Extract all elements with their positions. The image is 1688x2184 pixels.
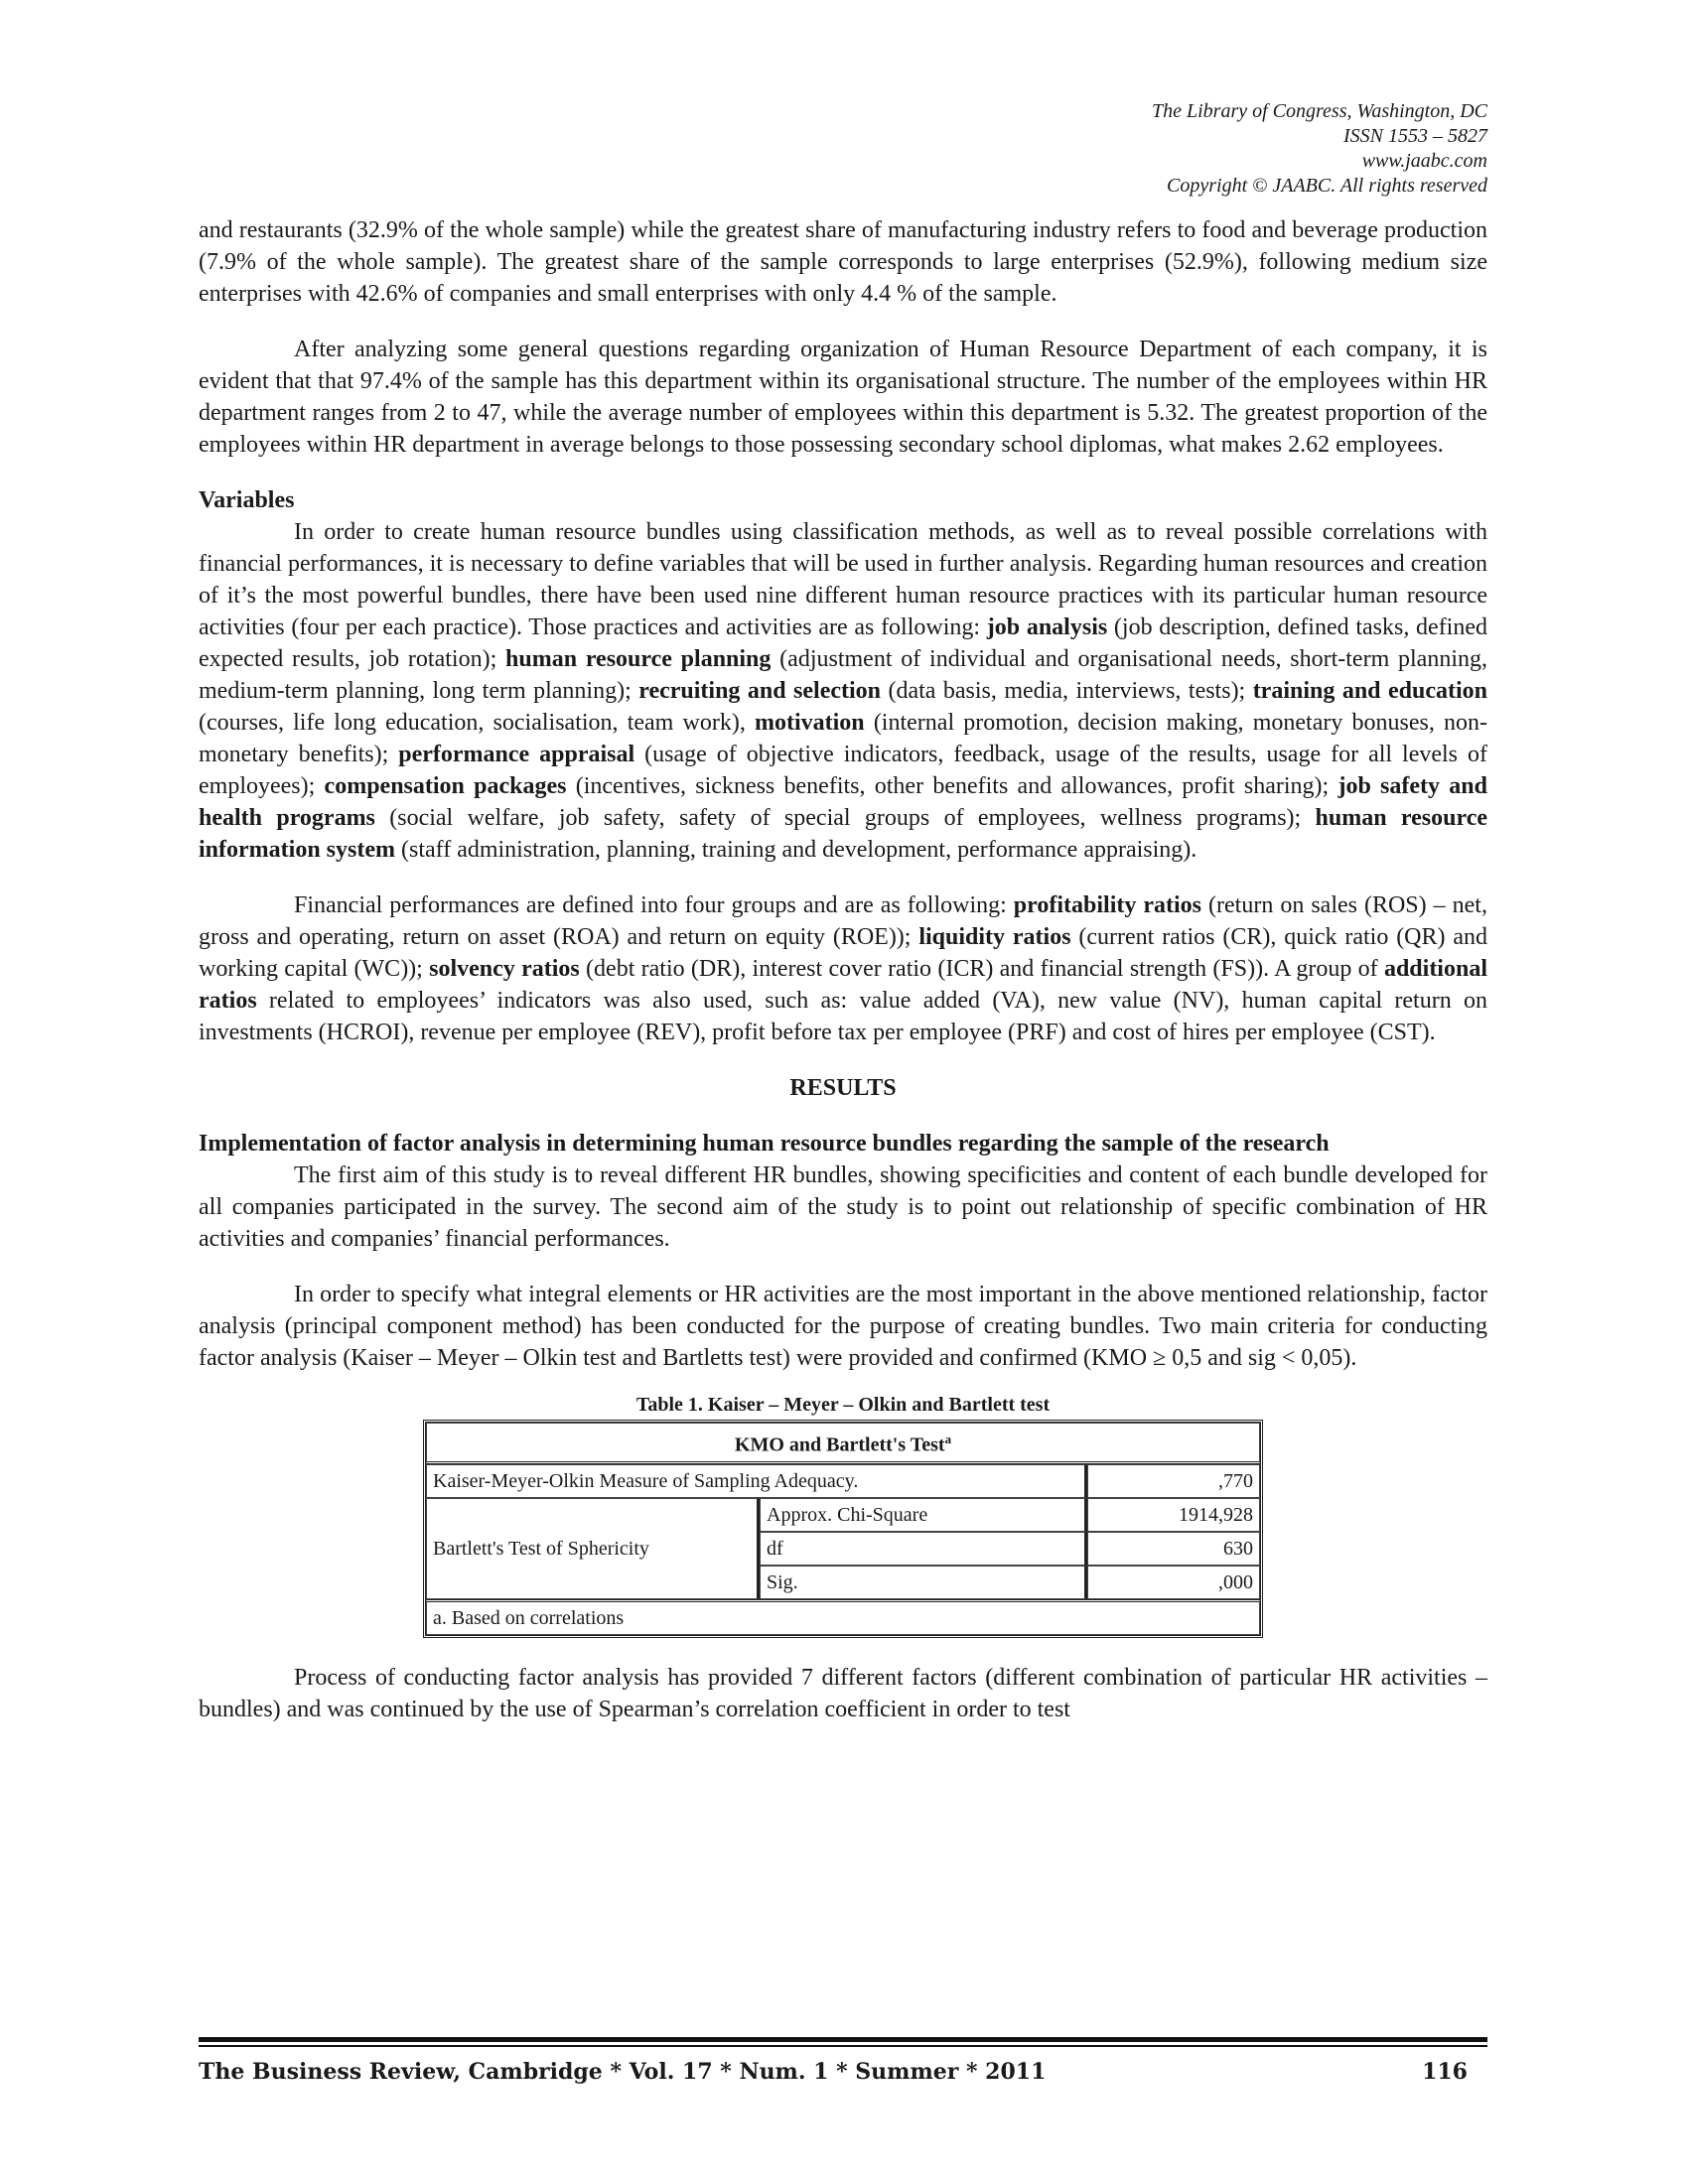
header-line: ISSN 1553 – 5827 [1343,125,1487,147]
subsection-heading: Implementation of factor analysis in determining human resource bundles regarding the sample of the research [199,1131,1330,1157]
header-line: Copyright © JAABC. All rights reserved [1167,175,1487,197]
kmo-table [423,1420,1263,1638]
journal-header [1152,99,1487,199]
table-cell: df [760,1532,1087,1566]
paragraph: In order to create human resource bundles using classification methods, as well as to reveal possible correlations with financial performances, it is necessary to define variables that will be used in further analysis. Regarding human resources and creation of it’s the most powerful bundles, there have been used nine different human resource practices with its particular human resource activities (four per each practice). Those practices and activities are as following: job analysis (job description, defined tasks, defined expected results, job rotation); human resource planning (adjustment of individual and organisational needs, short-term planning, medium-term planning, long term planning); recruiting and selection (data basis, media, interviews, tests); training and education (courses, life long education, socialisation, team work), motivation (internal promotion, decision making, monetary bonuses, non-monetary benefits); performance appraisal (usage of objective indicators, feedback, usage of the results, usage for all levels of employees); compensation packages (incentives, sickness benefits, other benefits and allowances, profit sharing); job safety and health programs (social welfare, job safety, safety of special groups of employees, wellness programs); human resource information system (staff administration, planning, training and development, performance appraising). [199,519,1488,863]
footer-rule [199,2037,1487,2042]
footer-citation: The Business Review, Cambridge * Vol. 17 * Num. 1 * Summer * 2011 [199,2059,1047,2085]
table-cell: Sig. [760,1566,1087,1599]
paragraph: Financial performances are defined into four groups and are as following: profitability ratios (return on sales (ROS) – net, gross and operating, return on asset (ROA) and return on equity (ROE)); liquidity ratios (current ratios (CR), quick ratio (QR) and working capital (WC)); solvency ratios (debt ratio (DR), interest cover ratio (ICR) and financial strength (FS)). A group of additional ratios related to employees’ indicators was also used, such as: value added (VA), new value (NV), human capital return on investments (HCROI), revenue per employee (REV), profit before tax per employee (PRF) and cost of hires per employee (CST). [199,892,1488,1045]
table-row [426,1498,1260,1532]
section-title: RESULTS [789,1075,897,1101]
table-cell: Approx. Chi-Square [760,1498,1087,1532]
table-cell: 1914,928 [1087,1498,1260,1532]
header-line: The Library of Congress, Washington, DC [1151,100,1487,122]
table-cell: 630 [1087,1532,1260,1566]
table-footnote: a. Based on correlations [426,1599,1260,1635]
paragraph: In order to specify what integral elements or HR activities are the most important in the above mentioned relationship, factor analysis (principal component method) has been conducted for the purpose of creating bundles. Two main criteria for conducting factor analysis (Kaiser – Meyer – Olkin test and Bartletts test) were provided and confirmed (KMO ≥ 0,5 and sig < 0,05). [199,1282,1487,1371]
table-cell: ,000 [1087,1566,1260,1599]
paragraph: The first aim of this study is to reveal different HR bundles, showing specificities and content of each bundle developed for all companies participated in the survey. The second aim of the study is to point out relationship of specific combination of HR activities and companies’ financial performances. [199,1162,1487,1252]
paragraph: and restaurants (32.9% of the whole sample) while the greatest share of manufacturing industry refers to food and beverage production (7.9% of the whole sample). The greatest share of the sample corresponds to large enterprises (52.9%), following medium size enterprises with 42.6% of companies and small enterprises with only 4.4 % of the sample. [199,217,1487,307]
header-line: www.jaabc.com [1361,150,1487,172]
page-number: 116 [1422,2059,1468,2085]
table-cell: Bartlett's Test of Sphericity [426,1498,760,1599]
paragraph: Process of conducting factor analysis has provided 7 different factors (different combination of particular HR activities – bundles) and was continued by the use of Spearman’s correlation coefficient in order to test [199,1664,1487,1722]
footer-rule [199,2045,1487,2047]
section-heading: Variables [199,487,295,513]
table-row [426,1464,1260,1498]
table-cell: ,770 [1087,1464,1260,1498]
table-cell: Kaiser-Meyer-Olkin Measure of Sampling Adequacy. [426,1464,1087,1498]
paragraph: After analyzing some general questions regarding organization of Human Resource Department of each company, it is evident that that 97.4% of the sample has this department within its organisational structure. The number of the employees within HR department ranges from 2 to 47, while the average number of employees within this department is 5.32. The greatest proportion of the employees within HR department in average belongs to those possessing secondary school diplomas, what makes 2.62 employees. [199,337,1487,458]
table-caption: Table 1. Kaiser – Meyer – Olkin and Bartlett test [635,1394,1051,1416]
article-body [199,214,1487,1725]
table-title: KMO and Bartlett's Test$^a$ [426,1423,1260,1464]
table-row [426,1599,1260,1635]
page [199,0,1487,2184]
